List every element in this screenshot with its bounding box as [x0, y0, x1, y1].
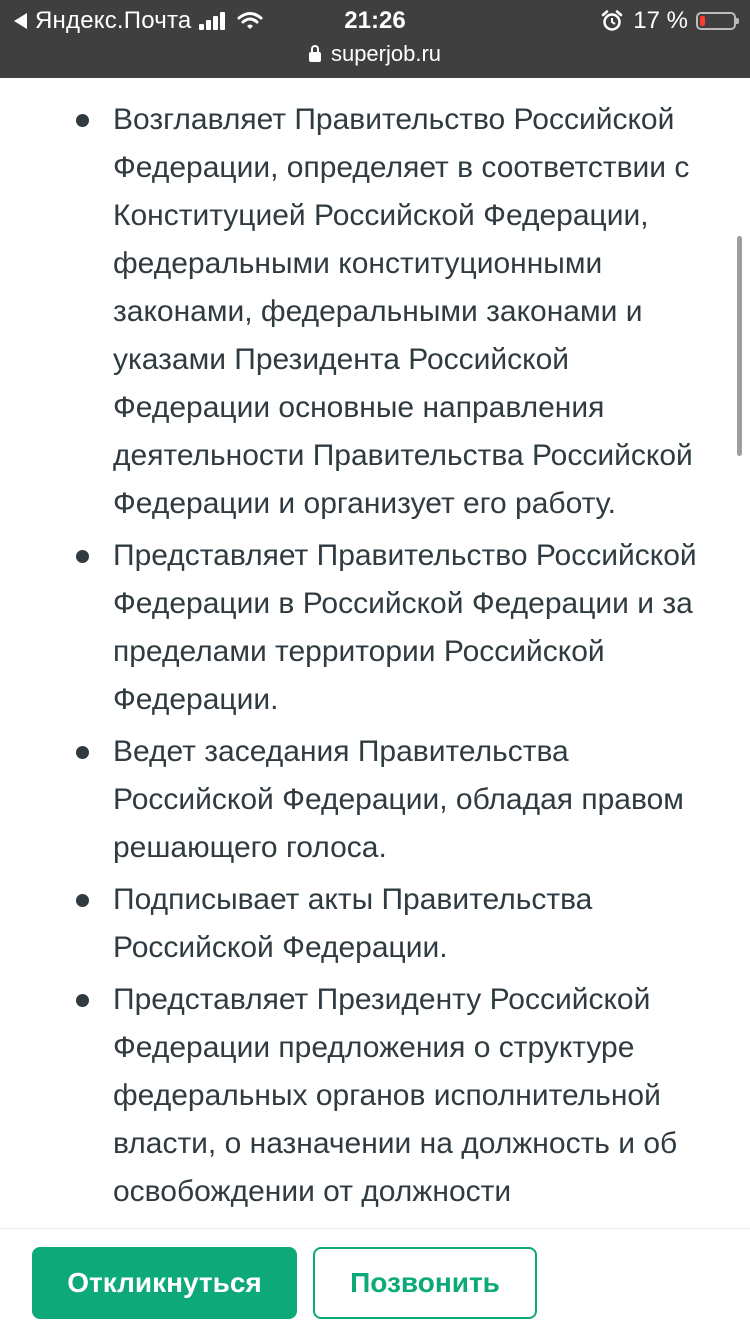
status-left: [14, 6, 263, 36]
status-time: 21:26: [344, 7, 406, 34]
duty-list-item: [0, 532, 750, 724]
vacancy-description[interactable]: [0, 78, 750, 1228]
duty-text: Представляет Президенту Российской Федерации предложения о структуре федеральных органов исполнительной власти, о назначении на должность и об освобождении от должности: [113, 983, 678, 1208]
browser-top-bar: [0, 0, 750, 78]
battery-icon: [696, 12, 736, 30]
duty-text: Представляет Правительство Российской Федерации в Российской Федерации и за пределами территории Российской Федерации.: [113, 539, 697, 716]
bottom-action-bar: [0, 1228, 750, 1334]
duty-list-item: [0, 876, 750, 972]
scroll-indicator[interactable]: [737, 236, 742, 456]
lock-icon: [309, 52, 321, 62]
url-bar[interactable]: [0, 40, 750, 68]
duties-list: [0, 78, 750, 1216]
duty-list-item: [0, 96, 750, 528]
call-button[interactable]: Позвонить: [313, 1247, 537, 1319]
battery-level-fill: [700, 16, 705, 26]
alarm-clock-icon: [601, 10, 623, 32]
status-right: [601, 6, 736, 36]
url-text[interactable]: superjob.ru: [330, 41, 442, 66]
duty-list-item: [0, 976, 750, 1216]
battery-percent: 17 %: [633, 7, 688, 34]
duty-list-item: [0, 728, 750, 872]
duty-text: Ведет заседания Правительства Российской Федерации, обладая правом решающего голоса.: [113, 735, 684, 864]
duty-text: Возглавляет Правительство Российской Федерации, определяет в соответствии с Конституцией Российской Федерации, федеральными конституционными законами, федеральными законами и указами Президента Российской Федерации основные направления деятельности Правительства Российской Федерации и организует его работу.: [113, 103, 693, 520]
back-app-label[interactable]: Яндекс.Почта: [35, 7, 192, 34]
bullet-icon: [76, 114, 89, 127]
bullet-icon: [76, 550, 89, 563]
duty-text: Подписывает акты Правительства Российской Федерации.: [113, 883, 593, 964]
cellular-signal-icon: [199, 12, 227, 30]
wifi-icon: [237, 11, 263, 31]
respond-button[interactable]: Откликнуться: [32, 1247, 297, 1319]
bullet-icon: [76, 746, 89, 759]
back-arrow-icon[interactable]: [14, 13, 27, 29]
bullet-icon: [76, 994, 89, 1007]
bullet-icon: [76, 894, 89, 907]
